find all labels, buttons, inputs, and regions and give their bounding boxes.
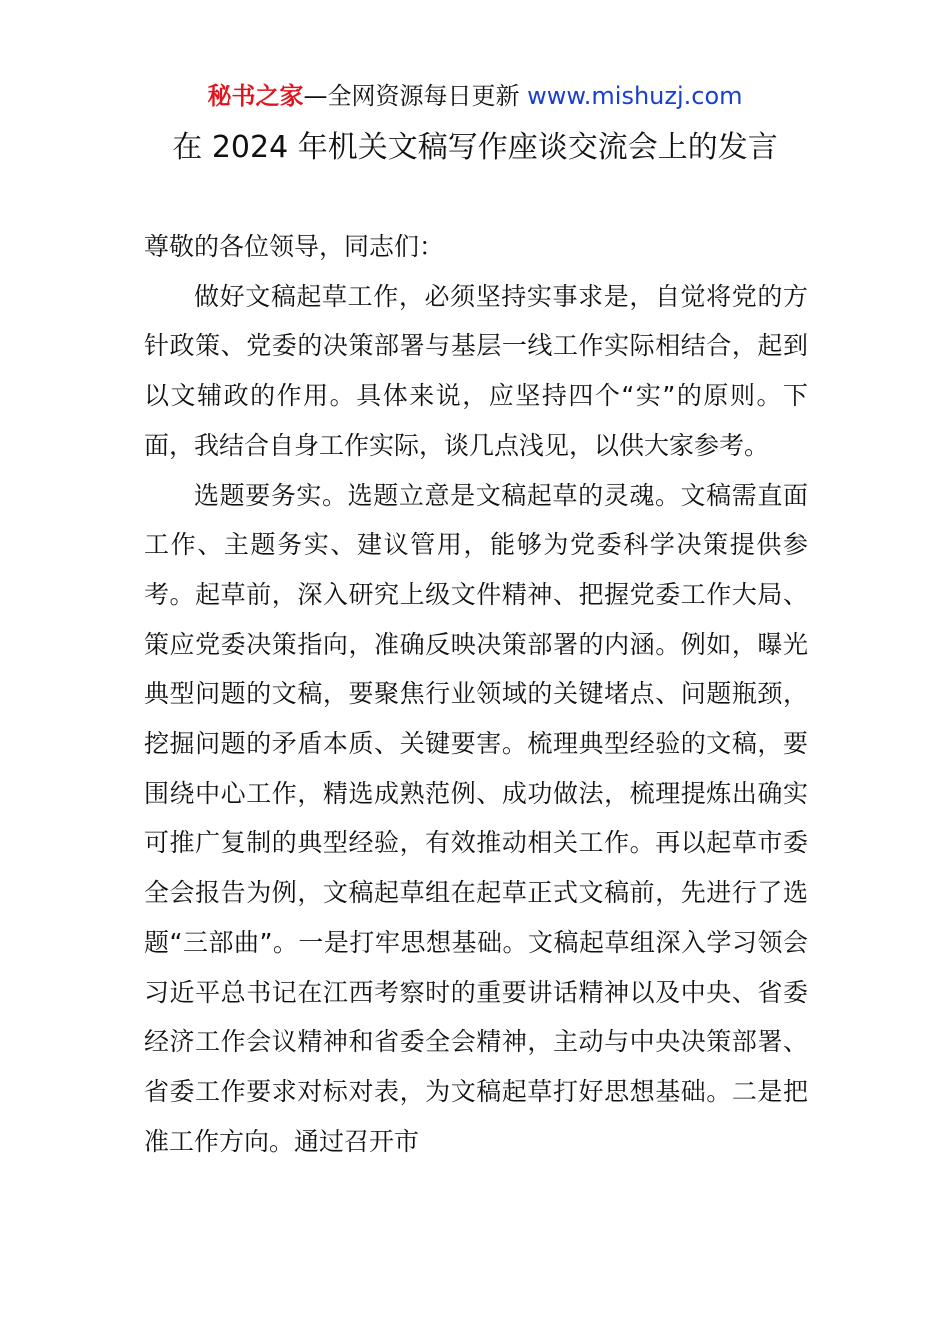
banner-tagline: —全网资源每日更新 [303, 82, 528, 110]
paragraph: 做好文稿起草工作，必须坚持实事求是，自觉将党的方针政策、党委的决策部署与基层一线工作实际相结合，起到以文辅政的作用。具体来说，应坚持四个“实”的原则。下面，我结合自身工作实际，谈几点浅见，以供大家参考。 [144, 281, 808, 460]
site-banner [0, 78, 950, 114]
document-title: 在 2024 年机关文稿写作座谈交流会上的发言 [172, 130, 778, 165]
paragraph: 选题要务实。选题立意是文稿起草的灵魂。文稿需直面工作、主题务实、建议管用，能够为党委科学决策提供参考。起草前，深入研究上级文件精神、把握党委工作大局、策应党委决策指向，准确反映决策部署的内涵。例如，曝光典型问题的文稿，要聚焦行业领域的关键堵点、问题瓶颈，挖掘问题的矛盾本质、关键要害。梳理典型经验的文稿，要围绕中心工作，精选成熟范例、成功做法，梳理提炼出确实可推广复制的典型经验，有效推动相关工作。再以起草市委全会报告为例，文稿起草组在起草正式文稿前，先进行了选题“三部曲”。一是打牢思想基础。文稿起草组深入学习领会习近平总书记在江西考察时的重要讲话精神以及中央、省委经济工作会议精神和省委全会精神，主动与中央决策部署、省委工作要求对标对表，为文稿起草打好思想基础。二是把准工作方向。通过召开市 [144, 480, 808, 1156]
brand-name: 秘书之家 [207, 82, 304, 110]
site-url-link[interactable]: www.mishuzj.com [527, 82, 743, 110]
document-body [144, 222, 808, 1166]
salutation: 尊敬的各位领导，同志们： [144, 232, 445, 261]
